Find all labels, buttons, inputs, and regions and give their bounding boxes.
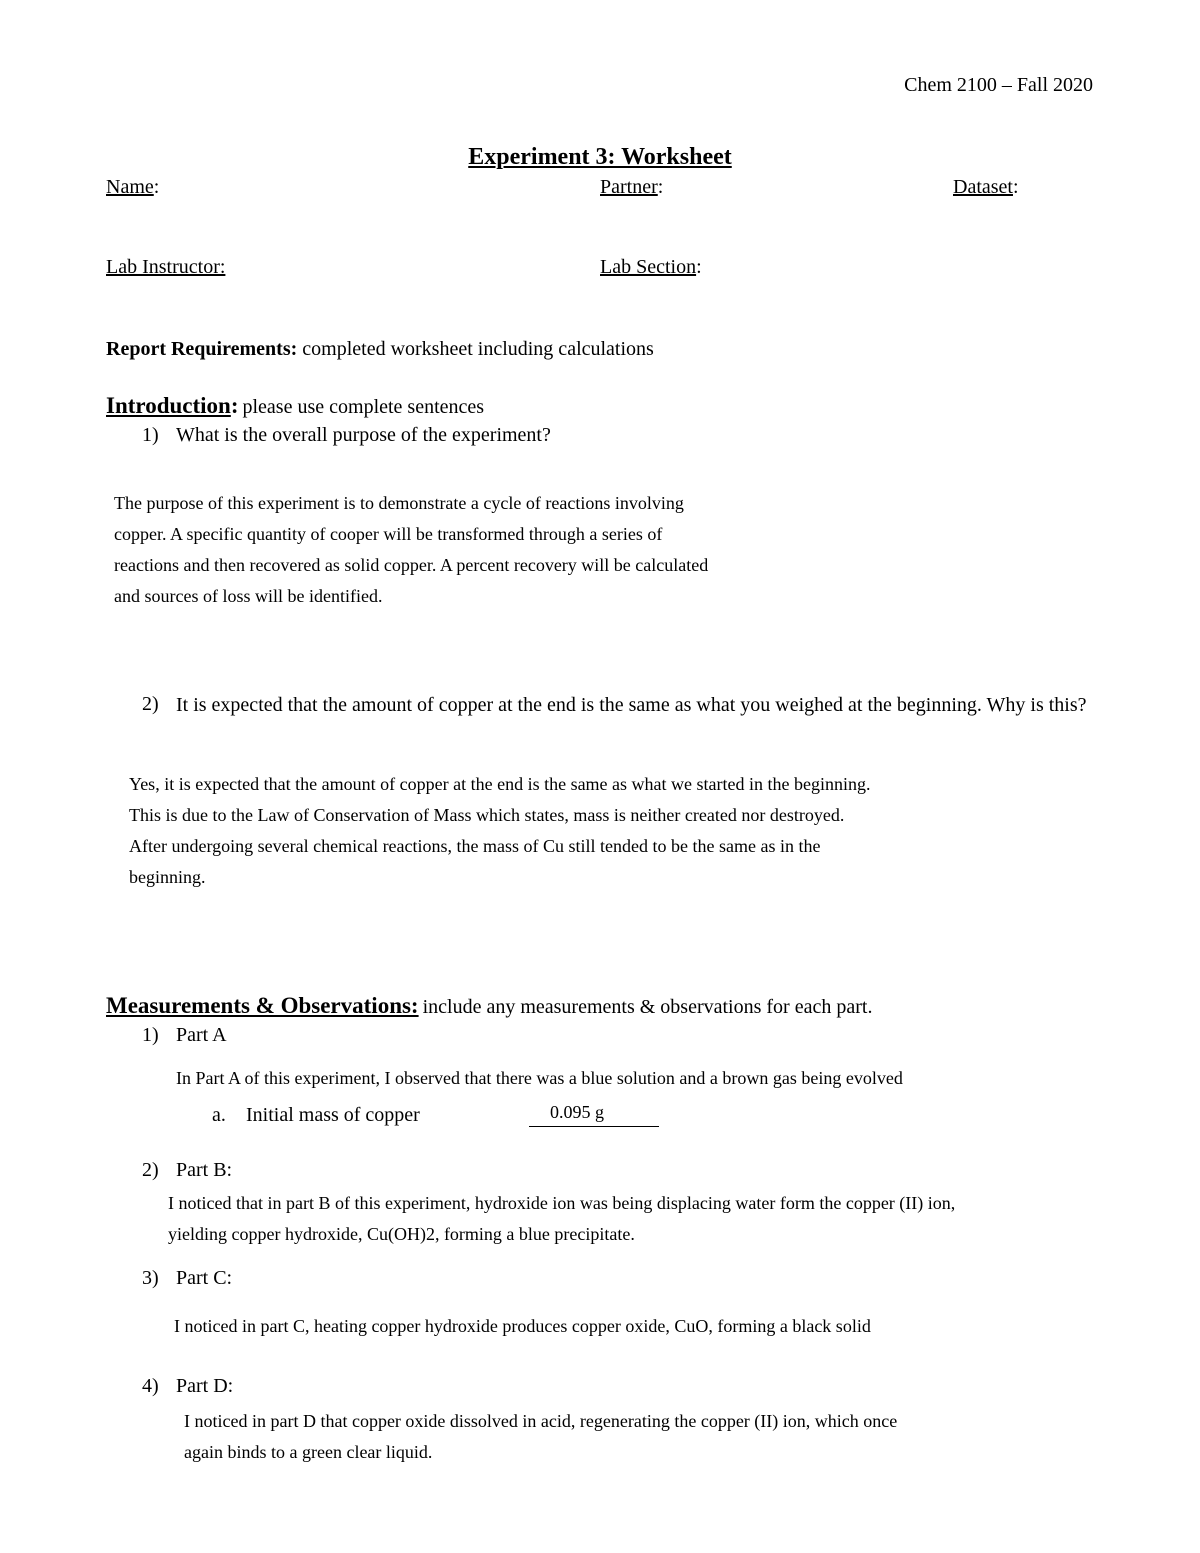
page-title: Experiment 3: Worksheet xyxy=(468,144,732,170)
partner-label: Partner xyxy=(600,176,658,198)
dataset-colon: : xyxy=(1012,176,1019,198)
lab-section-colon: : xyxy=(696,256,702,278)
introduction-instruction: please use complete sentences xyxy=(242,396,485,418)
part-d-observation xyxy=(184,1406,897,1468)
part-a-label: Part A xyxy=(176,1024,227,1046)
question-2-text: It is expected that the amount of copper at the end is the same as what you weighed at the beginning. Why is this? xyxy=(176,694,1087,716)
name-colon: : xyxy=(153,176,160,198)
answer-line: reactions and then recovered as solid copper. A percent recovery will be calculated xyxy=(114,555,709,575)
report-requirements xyxy=(106,338,654,361)
part-a-number: 1) xyxy=(142,1024,159,1046)
answer-line: After undergoing several chemical reactions, the mass of Cu still tended to be the same as in the xyxy=(129,836,821,856)
measurements-instruction: include any measurements & observations for each part. xyxy=(422,996,873,1018)
answer-line: copper. A specific quantity of cooper will be transformed through a series of xyxy=(114,524,663,544)
observation-line: yielding copper hydroxide, Cu(OH)2, forming a blue precipitate. xyxy=(168,1224,635,1244)
part-c-number: 3) xyxy=(142,1267,159,1289)
initial-mass-label: Initial mass of copper xyxy=(246,1104,420,1126)
question-2-number: 2) xyxy=(142,693,159,715)
lab-section-field xyxy=(600,256,702,279)
part-b-number: 2) xyxy=(142,1159,159,1181)
observation-line: again binds to a green clear liquid. xyxy=(184,1442,433,1462)
observation-line: I noticed in part D that copper oxide dissolved in acid, regenerating the copper (II) ion, which once xyxy=(184,1411,898,1431)
answer-line: This is due to the Law of Conservation of Mass which states, mass is neither created nor destroyed. xyxy=(129,805,845,825)
part-a-observation: In Part A of this experiment, I observed that there was a blue solution and a brown gas being evolved xyxy=(176,1068,903,1088)
question-1-text: What is the overall purpose of the experiment? xyxy=(176,424,551,446)
answer-line: Yes, it is expected that the amount of copper at the end is the same as what we started in the beginning. xyxy=(129,774,871,794)
part-b-observation xyxy=(168,1188,955,1250)
course-header: Chem 2100 – Fall 2020 xyxy=(904,74,1093,96)
lab-section-label: Lab Section xyxy=(600,256,697,278)
report-requirements-text: completed worksheet including calculations xyxy=(302,338,654,360)
initial-mass-blank xyxy=(529,1126,659,1127)
introduction-colon: : xyxy=(230,393,239,418)
question-2-answer xyxy=(129,769,870,893)
question-1-number: 1) xyxy=(142,424,159,446)
answer-line: The purpose of this experiment is to demonstrate a cycle of reactions involving xyxy=(114,493,684,513)
part-c-observation: I noticed in part C, heating copper hydroxide produces copper oxide, CuO, forming a black solid xyxy=(174,1316,871,1336)
name-field xyxy=(106,176,159,199)
answer-line: and sources of loss will be identified. xyxy=(114,586,383,606)
observation-line: I noticed that in part B of this experiment, hydroxide ion was being displacing water form the copper (II) ion, xyxy=(168,1193,956,1213)
part-b-label: Part B: xyxy=(176,1159,233,1181)
dataset-field xyxy=(953,176,1019,199)
introduction-heading-line xyxy=(106,393,484,419)
dataset-label: Dataset xyxy=(953,176,1013,198)
answer-line: beginning. xyxy=(129,867,206,887)
part-d-number: 4) xyxy=(142,1375,159,1397)
report-requirements-label: Report Requirements: xyxy=(106,338,298,360)
part-d-label: Part D: xyxy=(176,1375,234,1397)
introduction-heading: Introduction xyxy=(106,393,231,418)
partner-colon: : xyxy=(657,176,664,198)
measurements-heading: Measurements & Observations: xyxy=(106,993,419,1018)
initial-mass-value: 0.095 g xyxy=(550,1102,604,1122)
lab-instructor-label: Lab Instructor: xyxy=(106,256,226,278)
partner-field xyxy=(600,176,663,199)
measurements-heading-line xyxy=(106,993,872,1019)
part-c-label: Part C: xyxy=(176,1267,233,1289)
initial-mass-letter: a. xyxy=(212,1104,226,1126)
question-1-answer xyxy=(114,488,708,612)
name-label: Name xyxy=(106,176,154,198)
